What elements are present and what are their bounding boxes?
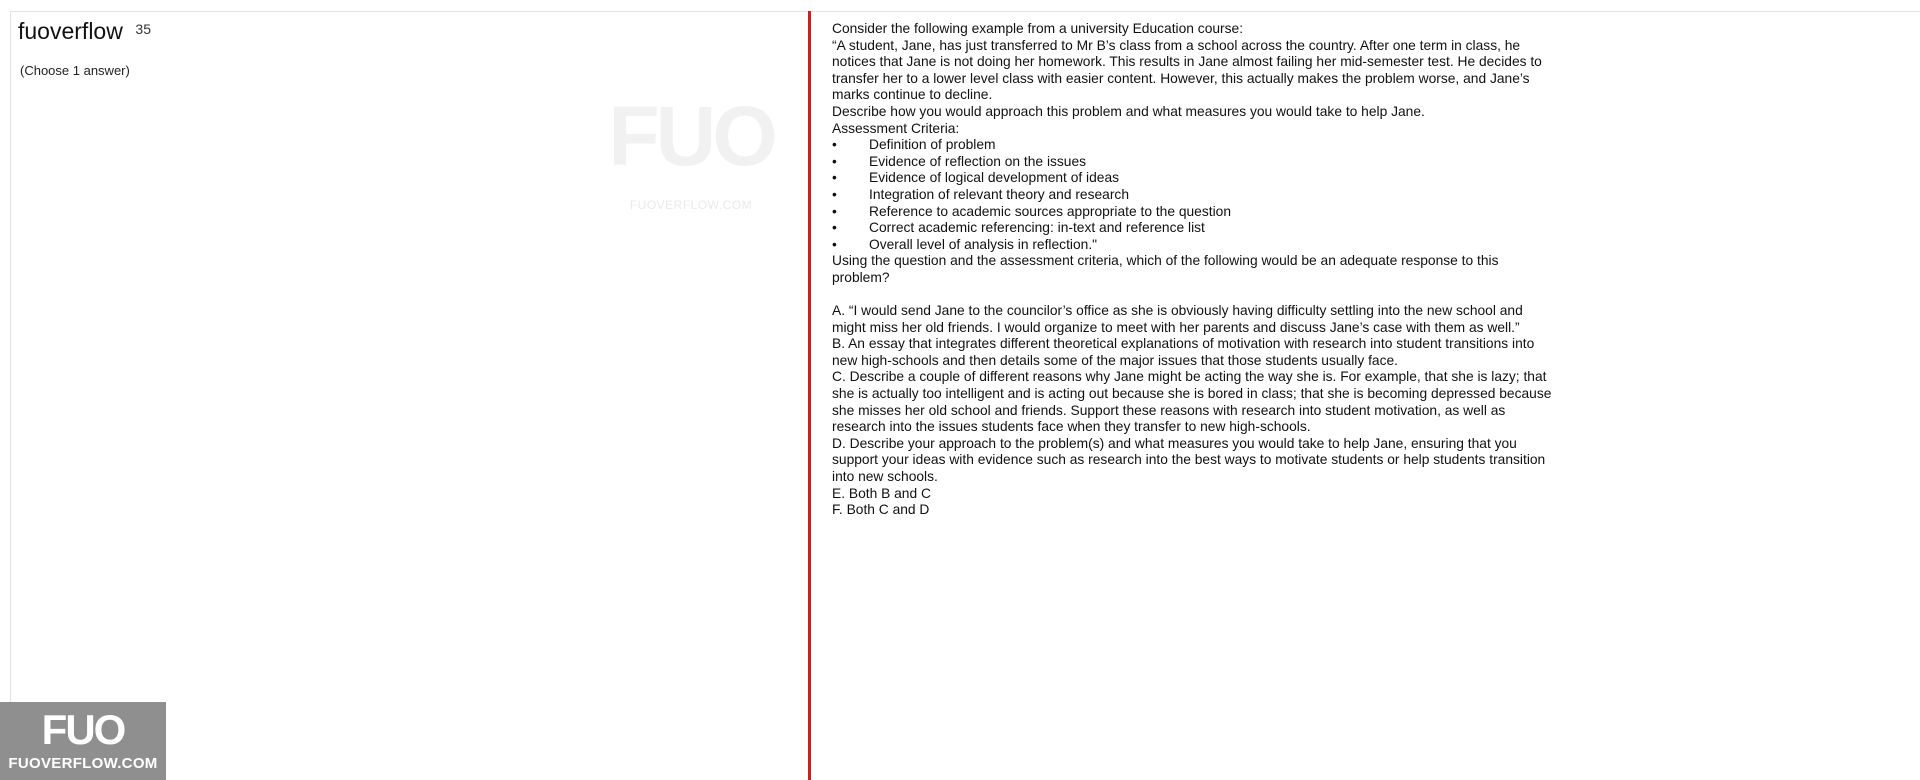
option-c[interactable]: C. Describe a couple of different reasons why Jane might be acting the way she is. For example, that she is lazy; that she is actually too intelligent and is acting out because she is bored in class; that she is becoming depressed because she misses her old school and friends. Support these reasons with research into student motivation, as well as research into the issues students face when they transfer to new high-schools. bbox=[832, 369, 1552, 435]
bullet-icon: • bbox=[832, 137, 837, 153]
watermark-logo bbox=[606, 86, 776, 216]
panel-divider bbox=[808, 11, 811, 780]
criteria-text: Definition of problem bbox=[869, 137, 996, 153]
option-f[interactable]: F. Both C and D bbox=[832, 502, 930, 518]
criteria-item bbox=[832, 187, 1552, 204]
option-d[interactable]: D. Describe your approach to the problem(s) and what measures you would take to help Jane, ensuring that you support your ideas with evidence such as research into the best ways to motivate students or help students transition into new schools. bbox=[832, 435, 1546, 485]
question-intro: Consider the following example from a university Education course: bbox=[832, 21, 1244, 36]
criteria-item bbox=[832, 154, 1552, 171]
criteria-item bbox=[832, 204, 1552, 221]
option-e[interactable]: E. Both B and C bbox=[832, 485, 931, 501]
question-scenario: “A student, Jane, has just transferred to Mr B’s class from a school across the country. After one term in class, he notices that Jane is not doing her homework. This results in Jane almost failing her mid-semester test. He decides to transfer her to a lower level class with easier content. However, this actually makes the problem worse, and Jane’s marks continue to decline. bbox=[832, 37, 1542, 103]
badge-site-text: FUOVERFLOW.COM bbox=[8, 755, 158, 772]
bullet-icon: • bbox=[832, 203, 837, 219]
option-b[interactable]: B. An essay that integrates different theoretical explanations of motivation with research into student transitions into new high-schools and then details some of the major issues that those students usually face. bbox=[832, 336, 1535, 368]
question-panel bbox=[832, 21, 1552, 519]
criteria-text: Correct academic referencing: in-text and reference list bbox=[869, 220, 1205, 236]
criteria-heading: Assessment Criteria: bbox=[832, 120, 960, 136]
question-prompt: Using the question and the assessment criteria, which of the following would be an adequate response to this problem? bbox=[832, 253, 1499, 285]
top-border bbox=[10, 11, 1920, 12]
fuoverflow-badge bbox=[0, 702, 166, 780]
option-a[interactable]: A. “I would send Jane to the councilor’s office as she is obviously having difficulty settling into the new school and might miss her old friends. I would organize to meet with her parents and discuss Jane’s case with them as well.” bbox=[832, 303, 1523, 335]
criteria-item bbox=[832, 220, 1552, 237]
criteria-text: Evidence of reflection on the issues bbox=[869, 153, 1087, 169]
criteria-item bbox=[832, 237, 1552, 254]
bullet-icon: • bbox=[832, 153, 837, 169]
criteria-item bbox=[832, 137, 1552, 154]
criteria-text: Evidence of logical development of ideas bbox=[869, 170, 1120, 186]
criteria-text: Integration of relevant theory and research bbox=[869, 186, 1129, 202]
question-task: Describe how you would approach this problem and what measures you would take to help Jane. bbox=[832, 103, 1425, 119]
question-number: 35 bbox=[135, 21, 151, 37]
criteria-text: Reference to academic sources appropriate to the question bbox=[869, 203, 1231, 219]
watermark-logo-text: FUO bbox=[608, 89, 774, 183]
criteria-list bbox=[832, 137, 1552, 253]
choose-answer-hint: (Choose 1 answer) bbox=[20, 63, 130, 78]
watermark-site-text: FUOVERFLOW.COM bbox=[629, 198, 753, 212]
answer-options bbox=[832, 303, 1552, 519]
bullet-icon: • bbox=[832, 220, 837, 236]
left-border bbox=[10, 11, 11, 780]
bullet-icon: • bbox=[832, 236, 837, 252]
badge-logo-text: FUO bbox=[41, 706, 125, 753]
bullet-icon: • bbox=[832, 186, 837, 202]
criteria-item bbox=[832, 170, 1552, 187]
bullet-icon: • bbox=[832, 170, 837, 186]
criteria-text: Overall level of analysis in reflection." bbox=[869, 236, 1098, 252]
site-title: fuoverflow bbox=[18, 18, 126, 45]
